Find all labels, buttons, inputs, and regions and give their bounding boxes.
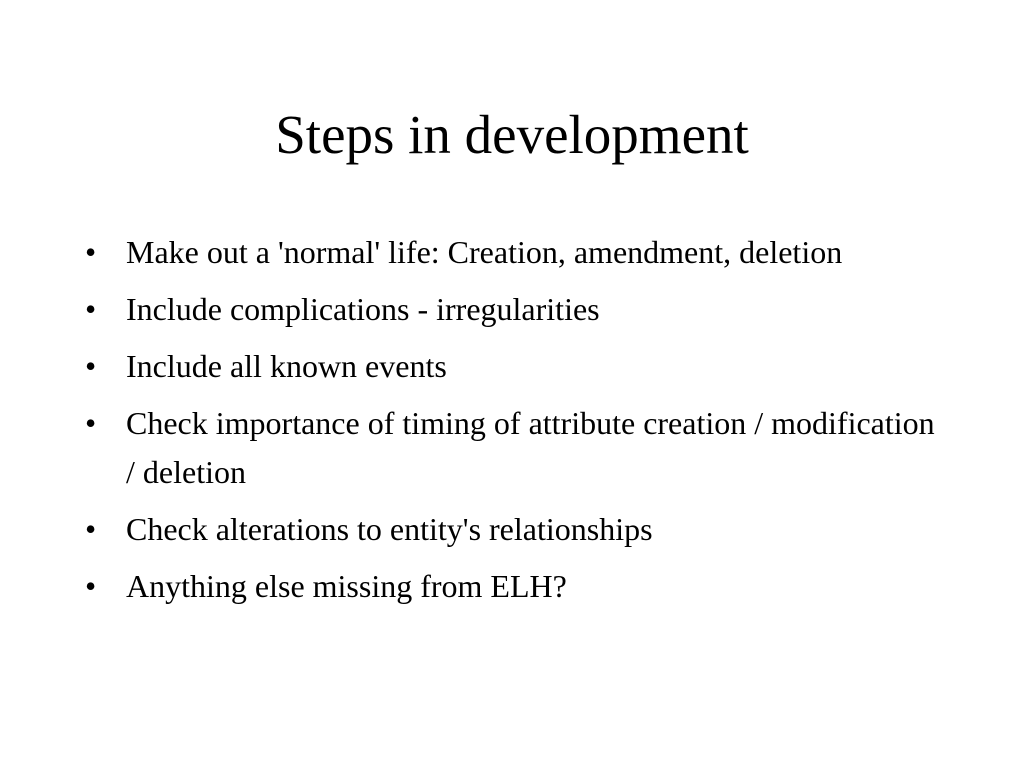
- bullet-text: Include complications - irregularities: [126, 291, 600, 327]
- list-item: [85, 399, 945, 497]
- list-item: [85, 228, 945, 277]
- bullet-icon: •: [85, 568, 97, 604]
- bullet-icon: •: [85, 234, 97, 270]
- list-item: [85, 285, 945, 334]
- bullet-icon: •: [85, 291, 97, 327]
- bullet-text: Make out a 'normal' life: Creation, amendment, deletion: [126, 234, 843, 270]
- bullet-text: Check alterations to entity's relationships: [126, 511, 653, 547]
- bullet-text: Anything else missing from ELH?: [126, 568, 567, 604]
- bullet-icon: •: [85, 405, 97, 441]
- bullet-icon: •: [85, 348, 97, 384]
- bullet-list: [85, 228, 945, 619]
- list-item: [85, 505, 945, 554]
- list-item: [85, 562, 945, 611]
- list-item: [85, 342, 945, 391]
- bullet-icon: •: [85, 511, 97, 547]
- bullet-text: Check importance of timing of attribute creation / modification / deletion: [126, 405, 935, 490]
- bullet-text: Include all known events: [126, 348, 447, 384]
- slide-title: Steps in development: [275, 104, 749, 165]
